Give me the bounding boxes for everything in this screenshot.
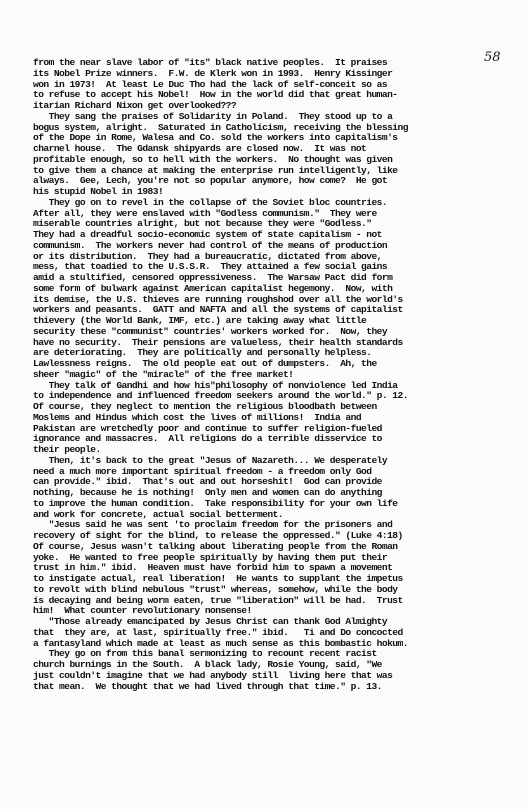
text-line: a fantasyland which made at least as much sense as this bombastic hokum. — [33, 638, 408, 649]
text-line: After all, they were enslaved with "Godless communism." They were — [33, 208, 377, 219]
text-line: its demise, the U.S. thieves are running roughshod over all the world's — [33, 294, 403, 305]
page-number: 58 — [484, 50, 501, 65]
text-line: church burnings in the South. A black lady, Rosie Young, said, "We — [33, 660, 382, 670]
text-line: to refuse to accept his Nobel! How in the world did that great human- — [33, 90, 398, 101]
text-line: ignorance and massacres. All religions do a terrible disservice to — [33, 434, 382, 445]
text-line: its Nobel Prize winners. F.W. de Klerk won in 1993. Henry Kissinger — [33, 68, 393, 79]
text-line: recovery of sight for the blind, to release the oppressed." (Luke 4:18) — [33, 531, 403, 541]
text-line: can provide." ibid. That's out and out horseshit! God can provide — [33, 477, 382, 488]
text-line: Of course, Jesus wasn't talking about liberating people from the Roman — [33, 541, 398, 552]
text-line: and work for concrete, actual social betterment. — [33, 509, 283, 520]
text-line: have no security. Their pensions are valueless, their health standards — [33, 337, 403, 348]
text-line: of the Dope in Rome, Walesa and Co. sold the workers into capitalism's — [33, 133, 398, 144]
text-line: to revolt with blind nebulous "trust" whereas, somehow, while the body — [33, 584, 398, 595]
text-line: or its distribution. They had a bureaucratic, dictated from above, — [33, 251, 382, 262]
text-line: bogus system, alright. Saturated in Catholicism, receiving the blessing — [33, 122, 408, 133]
text-line: They talk of Gandhi and how his"philosophy of nonviolence led India — [33, 380, 398, 391]
text-line: Of course, they neglect to mention the religious bloodbath between — [33, 402, 377, 412]
text-line: They go on from this banal sermonizing to recount recent racist — [33, 649, 377, 660]
text-line: some form of bulwark against American capitalist hegemony. Now, with — [33, 283, 393, 294]
text-line: Pakistan are wretchedly poor and continue to suffer religion-fueled — [33, 423, 382, 434]
text-line: to independence and influenced freedom seekers around the world." p. 12. — [33, 391, 408, 402]
body-text — [33, 58, 511, 692]
text-line: yoke. He wanted to free people spiritually by having them put their — [33, 552, 388, 563]
text-line: charnel house. The Gdansk shipyards are closed now. It was not — [33, 144, 367, 154]
text-line: that they are, at last, spiritually free." ibid. Ti and Do concocted — [33, 627, 403, 638]
text-line: security these "communist" countries' workers worked for. Now, they — [33, 326, 388, 337]
text-line: him! What counter revolutionary nonsense! — [33, 606, 252, 617]
text-line: "Jesus said he was sent 'to proclaim freedom for the prisoners and — [33, 520, 393, 531]
text-line: They sang the praises of Solidarity in Poland. They stood up to a — [33, 111, 393, 122]
text-line: need a much more important spiritual freedom - a freedom only God — [33, 466, 372, 477]
text-line: to give them a chance at making the enterprise run intelligently, like — [33, 165, 398, 176]
text-line: workers and peasants. GATT and NAFTA and all the systems of capitalist — [33, 305, 403, 316]
text-line: Then, it's back to the great "Jesus of Nazareth... We desperately — [33, 455, 388, 466]
text-line: to improve the human condition. Take responsibility for your own life — [33, 498, 398, 509]
text-line: amid a stultified, censored oppressiveness. The Warsaw Pact did form — [33, 273, 393, 283]
text-line: They had a dreadful socio-economic system of state capitalism - not — [33, 230, 382, 240]
text-line: their people. — [33, 445, 101, 455]
text-line: just couldn't imagine that we had anybody still living here that was — [33, 670, 393, 681]
text-line: from the near slave labor of "its" black native peoples. It praises — [33, 58, 388, 68]
text-line: mess, that toadied to the U.S.S.R. They attained a few social gains — [33, 262, 388, 273]
text-line: that mean. We thought that we had lived through that time." p. 13. — [33, 681, 382, 692]
text-line: always. Gee, Lech, you're not so popular anymore, how come? He got — [33, 176, 388, 187]
text-line: thievery (the World Bank, IMF, etc.) are taking away what little — [33, 316, 367, 326]
text-line: are deteriorating. They are politically and personally helpless. — [33, 348, 372, 359]
text-line: They go on to revel in the collapse of the Soviet bloc countries. — [33, 197, 388, 208]
text-line: sheer "magic" of the "miracle" of the free market! — [33, 369, 294, 380]
text-line: Lawlessness reigns. The old people eat out of dumpsters. Ah, the — [33, 359, 377, 369]
text-line: trust in him." ibid. Heaven must have forbid him to spawn a movement — [33, 563, 393, 574]
text-line: won in 1973! At least Le Duc Tho had the lack of self-conceit so as — [33, 79, 388, 90]
text-line: "Those already emancipated by Jesus Christ can thank God Almighty — [33, 617, 388, 627]
text-line: profitable enough, so to hell with the workers. No thought was given — [33, 154, 393, 165]
text-line: nothing, because he is nothing! Only men and women can do anything — [33, 488, 382, 498]
text-line: to instigate actual, real liberation! He wants to supplant the impetus — [33, 574, 403, 584]
text-line: miserable countries alright, but not because they were "Godless." — [33, 219, 372, 230]
text-line: itarian Richard Nixon get overlooked??? — [33, 101, 237, 111]
text-line: his stupid Nobel in 1983! — [33, 187, 164, 197]
text-line: communism. The workers never had control of the means of production — [33, 240, 388, 251]
text-line: Moslems and Hindus which cost the lives of millions! India and — [33, 412, 362, 423]
text-line: is decaying and being worm eaten, true "liberation" will be had. Trust — [33, 595, 403, 606]
